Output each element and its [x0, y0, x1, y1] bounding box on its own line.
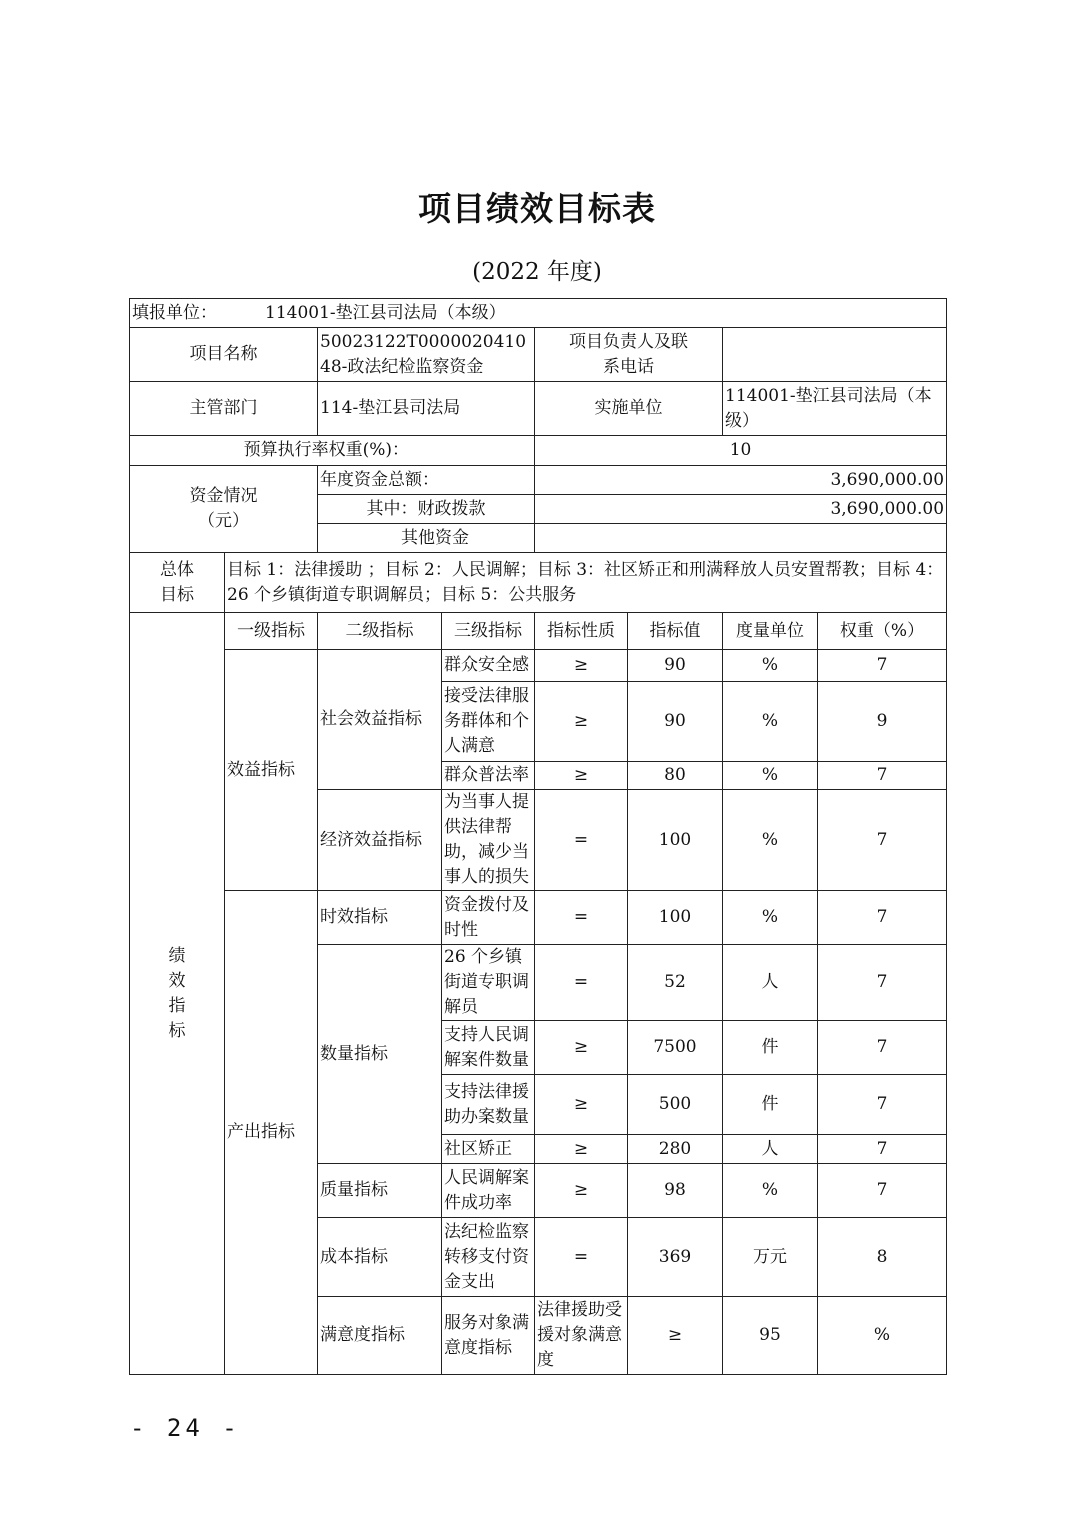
dept-value: 114-垫江县司法局 [318, 382, 535, 436]
fill-unit-value: 114001-垫江县司法局（本级） [265, 302, 506, 323]
fill-unit-label: 填报单位： [132, 302, 217, 323]
header-nature: 指标性质 [535, 613, 628, 650]
indicator-unit: % [723, 762, 818, 790]
indicator-nature: ≥ [535, 762, 628, 790]
indicator-unit: % [723, 1164, 818, 1218]
indicator-nature: ≥ [535, 1164, 628, 1218]
project-name-label: 项目名称 [130, 328, 318, 382]
project-name-value: 50023122T000002041048-政法纪检监察资金 [318, 328, 535, 382]
indicator-name: 社区矫正 [442, 1135, 535, 1164]
indicator-nature: = [535, 945, 628, 1021]
indicator-nature: ≥ [535, 1075, 628, 1135]
indicator-nature: ≥ [628, 1297, 723, 1375]
indicator-value: 280 [628, 1135, 723, 1164]
indicator-name: 群众安全感 [442, 650, 535, 682]
indicator-value: 7500 [628, 1021, 723, 1075]
funds-other-value [535, 524, 947, 553]
indicator-weight: 7 [818, 1135, 947, 1164]
indicator-unit: % [723, 891, 818, 945]
indicator-weight: 7 [818, 1164, 947, 1218]
indicator-value: 500 [628, 1075, 723, 1135]
indicator-name: 法纪检监察转移支付资金支出 [442, 1218, 535, 1297]
indicator-weight: 7 [818, 945, 947, 1021]
level2-quantity: 数量指标 [318, 945, 442, 1164]
indicator-weight: 7 [818, 891, 947, 945]
indicator-value: 52 [628, 945, 723, 1021]
indicator-nature: = [535, 1218, 628, 1297]
indicator-value: 90 [628, 682, 723, 762]
indicator-unit: 件 [723, 1021, 818, 1075]
indicators-section-label: 绩效指标 [130, 613, 225, 1375]
indicator-weight: 8 [818, 1218, 947, 1297]
funds-total-label: 年度资金总额： [318, 466, 535, 495]
level2-service-satisfaction: 服务对象满意度指标 [442, 1297, 535, 1375]
level1-benefit: 效益指标 [225, 650, 318, 891]
project-leader-value [723, 328, 947, 382]
indicator-nature: ≥ [535, 650, 628, 682]
header-level3: 三级指标 [442, 613, 535, 650]
indicator-nature: ≥ [535, 1021, 628, 1075]
fill-unit-cell [130, 299, 947, 328]
indicator-nature: ≥ [535, 682, 628, 762]
indicator-weight: 9 [818, 682, 947, 762]
indicator-unit: 件 [723, 1075, 818, 1135]
indicator-name: 支持法律援助办案数量 [442, 1075, 535, 1135]
indicator-weight: 7 [818, 650, 947, 682]
indicator-unit: 人 [723, 1135, 818, 1164]
indicator-value: 100 [628, 891, 723, 945]
goal-label: 总体目标 [130, 553, 225, 613]
indicator-unit: % [723, 790, 818, 891]
dept-label: 主管部门 [130, 382, 318, 436]
indicator-weight: 7 [818, 1021, 947, 1075]
impl-unit-value: 114001-垫江县司法局（本级） [723, 382, 947, 436]
indicator-nature: = [535, 891, 628, 945]
level2-economic: 经济效益指标 [318, 790, 442, 891]
funds-total-value: 3,690,000.00 [535, 466, 947, 495]
indicator-name: 支持人民调解案件数量 [442, 1021, 535, 1075]
funds-fiscal-label: 其中：财政拨款 [318, 495, 535, 524]
indicator-name: 人民调解案件成功率 [442, 1164, 535, 1218]
indicator-unit: % [818, 1297, 947, 1375]
indicator-value: 90 [628, 650, 723, 682]
indicator-nature: = [535, 790, 628, 891]
level1-satisfaction: 满意度指标 [318, 1297, 442, 1375]
indicator-name: 为当事人提供法律帮助，减少当事人的损失 [442, 790, 535, 891]
funds-other-label: 其他资金 [318, 524, 535, 553]
indicator-weight: 7 [818, 1075, 947, 1135]
indicator-value: 100 [628, 790, 723, 891]
indicator-weight: 7 [818, 762, 947, 790]
indicator-unit: 人 [723, 945, 818, 1021]
indicator-value: 98 [628, 1164, 723, 1218]
page-number: - 24 - [130, 1414, 241, 1442]
header-weight: 权重（%） [818, 613, 947, 650]
indicator-name: 接受法律服务群体和个人满意 [442, 682, 535, 762]
header-value: 指标值 [628, 613, 723, 650]
funds-label: 资金情况（元） [130, 466, 318, 553]
indicator-unit: 万元 [723, 1218, 818, 1297]
page-subtitle: (2022 年度) [472, 259, 602, 285]
indicator-name: 群众普法率 [442, 762, 535, 790]
project-leader-label: 项目负责人及联系电话 [535, 328, 723, 382]
indicator-unit: % [723, 682, 818, 762]
level1-output: 产出指标 [225, 891, 318, 1375]
performance-table [129, 298, 947, 1375]
indicator-value: 80 [628, 762, 723, 790]
page-title: 项目绩效目标表 [418, 189, 656, 228]
level2-social: 社会效益指标 [318, 650, 442, 790]
indicator-value: 369 [628, 1218, 723, 1297]
indicator-name: 资金拨付及时性 [442, 891, 535, 945]
header-unit: 度量单位 [723, 613, 818, 650]
indicator-value: 95 [723, 1297, 818, 1375]
indicator-name: 法律援助受援对象满意度 [535, 1297, 628, 1375]
impl-unit-label: 实施单位 [535, 382, 723, 436]
indicator-unit: % [723, 650, 818, 682]
indicator-nature: ≥ [535, 1135, 628, 1164]
indicator-weight: 7 [818, 790, 947, 891]
level2-quality: 质量指标 [318, 1164, 442, 1218]
funds-fiscal-value: 3,690,000.00 [535, 495, 947, 524]
goal-text: 目标 1：法律援助 ；目标 2：人民调解；目标 3：社区矫正和刑满释放人员安置帮教；目标 4：26 个乡镇街道专职调解员；目标 5：公共服务 [225, 553, 947, 613]
budget-rate-value: 10 [535, 436, 947, 466]
level2-cost: 成本指标 [318, 1218, 442, 1297]
header-level1: 一级指标 [225, 613, 318, 650]
indicator-name: 26 个乡镇街道专职调解员 [442, 945, 535, 1021]
header-level2: 二级指标 [318, 613, 442, 650]
budget-rate-label: 预算执行率权重(%)： [130, 436, 535, 466]
level2-timeliness: 时效指标 [318, 891, 442, 945]
